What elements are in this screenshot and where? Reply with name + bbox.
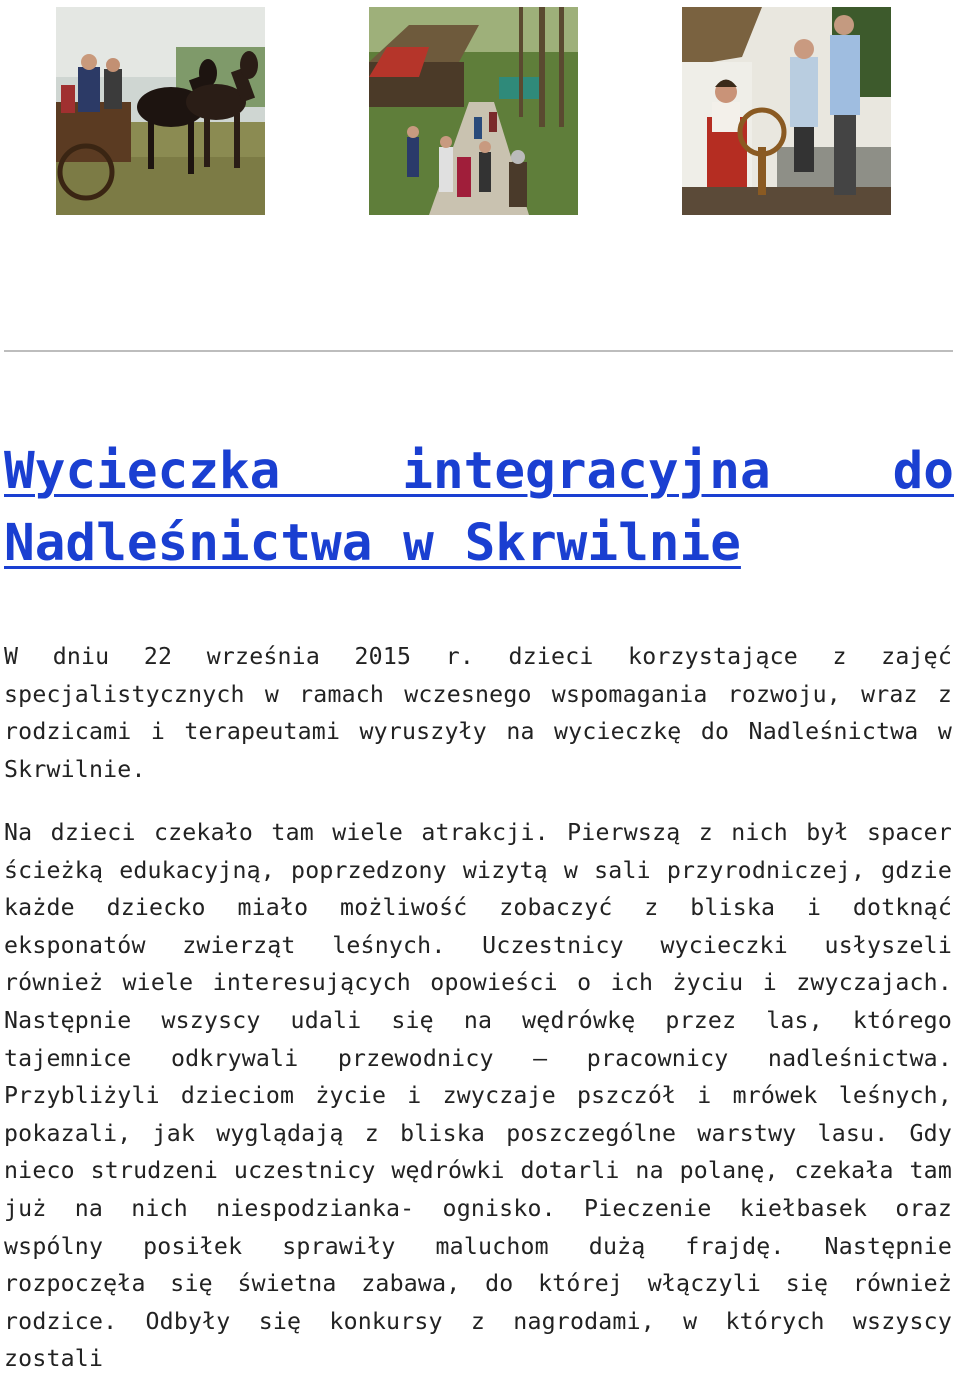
article-paragraph-2: Na dzieci czekało tam wiele atrakcji. Pierwszą z nich był spacer ścieżką edukacyjną, poprzedzony wizytą w sali przyrodniczej, gdzie każde dziecko miało możliwość zobaczyć z bliska i dotknąć eksponatów zwierząt leśnych. Uczestnicy wycieczki usłyszeli również wiele interesujących opowieści o ich życiu i zwyczajach. Następnie wszyscy udali się na wędrówkę przez las, którego tajemnice odkrywali przewodnicy – pracownicy nadleśnictwa. Przybliżyli dzieciom życie i zwyczaje pszczół i mrówek leśnych, pokazali, jak wyglądają z bliska poszczególne warstwy lasu. Gdy nieco strudzeni uczestnicy wędrówki dotarli na polanę, czekała tam już na nich niespodzianka- ognisko. Pieczenie kiełbasek oraz wspólny posiłek sprawiły maluchom dużą frajdę. Następnie rozpoczęła się świetna zabawa, do której włączyli się również rodzice. Odbyły się konkursy z nagrodami, w których wszyscy zostali: [4, 819, 952, 1373]
section-divider: [4, 350, 953, 352]
article-paragraph-1: W dniu 22 września 2015 r. dzieci korzystające z zajęć specjalistycznych w ramach wczesnego wspomagania rozwoju, wraz z rodzicami i terapeutami wyruszyły na wycieczkę do Nadleśnictwa w Skrwilnie.: [4, 643, 952, 783]
spinning-wheel-photo[interactable]: [682, 7, 891, 215]
horse-cart-photo[interactable]: [56, 7, 265, 215]
article-title-link[interactable]: Wycieczka integracyjna do Nadleśnictwa w Skrwilnie: [4, 442, 954, 573]
open-air-museum-path-photo[interactable]: [369, 7, 578, 215]
article-title: [4, 436, 954, 580]
photo-gallery: [0, 7, 960, 215]
